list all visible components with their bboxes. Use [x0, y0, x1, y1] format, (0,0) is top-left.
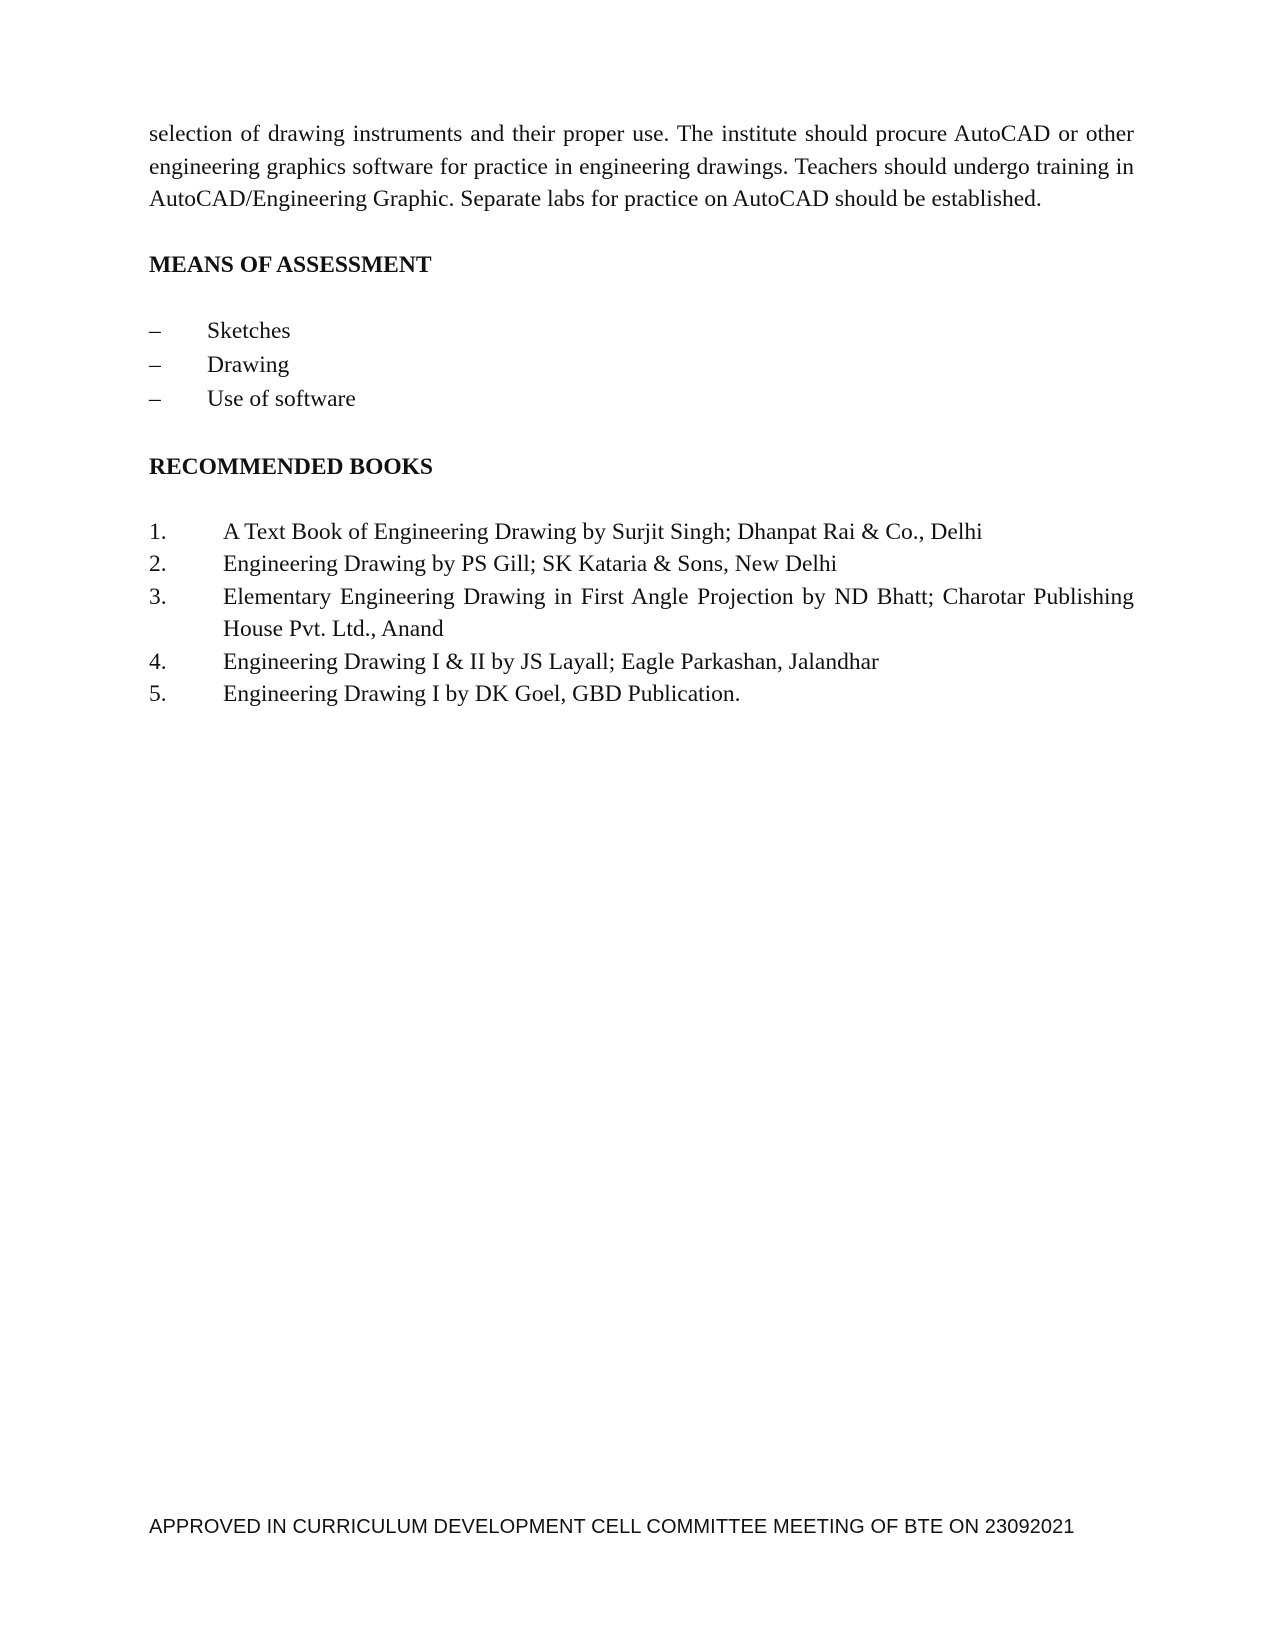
- book-text: Engineering Drawing I by DK Goel, GBD Publication.: [223, 681, 741, 707]
- book-number: 3.: [149, 583, 167, 610]
- book-number: 4.: [149, 648, 167, 675]
- book-text: A Text Book of Engineering Drawing by Surjit Singh; Dhanpat Rai & Co., Delhi: [223, 518, 983, 545]
- assessment-item-label: Sketches: [207, 317, 291, 344]
- dash-marker: –: [149, 385, 161, 412]
- list-item: [149, 581, 1134, 646]
- book-text: Elementary Engineering Drawing in First Angle Projection by ND Bhatt; Charotar Publishing House Pvt. Ltd., Anand: [223, 583, 1134, 642]
- list-item: [149, 382, 1134, 416]
- assessment-item-label: Use of software: [207, 385, 356, 412]
- dash-marker: –: [149, 351, 161, 378]
- book-number: 5.: [149, 681, 167, 707]
- assessment-list: [149, 314, 1134, 416]
- book-text: Engineering Drawing by PS Gill; SK Kataria & Sons, New Delhi: [223, 551, 838, 577]
- approval-footer: APPROVED IN CURRICULUM DEVELOPMENT CELL COMMITTEE MEETING OF BTE ON 23092021: [149, 1516, 1075, 1538]
- book-text: Engineering Drawing I & II by JS Layall; Eagle Parkashan, Jalandhar: [223, 648, 879, 675]
- dash-marker: –: [149, 317, 161, 344]
- document-page: [149, 118, 1134, 711]
- list-item: [149, 516, 1134, 549]
- intro-paragraph: selection of drawing instruments and their proper use. The institute should procure AutoCAD or other engineering graphics software for practice in engineering drawings. Teachers should undergo training in AutoCAD/Engineering Graphic. Separate labs for practice on AutoCAD should be established.: [149, 121, 1134, 212]
- books-heading: RECOMMENDED BOOKS: [149, 453, 433, 480]
- list-item: [149, 646, 1134, 679]
- assessment-heading: MEANS OF ASSESSMENT: [149, 251, 432, 278]
- assessment-item-label: Drawing: [207, 351, 290, 378]
- book-number: 2.: [149, 551, 167, 577]
- books-list: [149, 516, 1134, 711]
- list-item: [149, 548, 1134, 581]
- list-item: [149, 678, 1134, 711]
- book-number: 1.: [149, 518, 167, 545]
- list-item: [149, 314, 1134, 348]
- list-item: [149, 348, 1134, 382]
